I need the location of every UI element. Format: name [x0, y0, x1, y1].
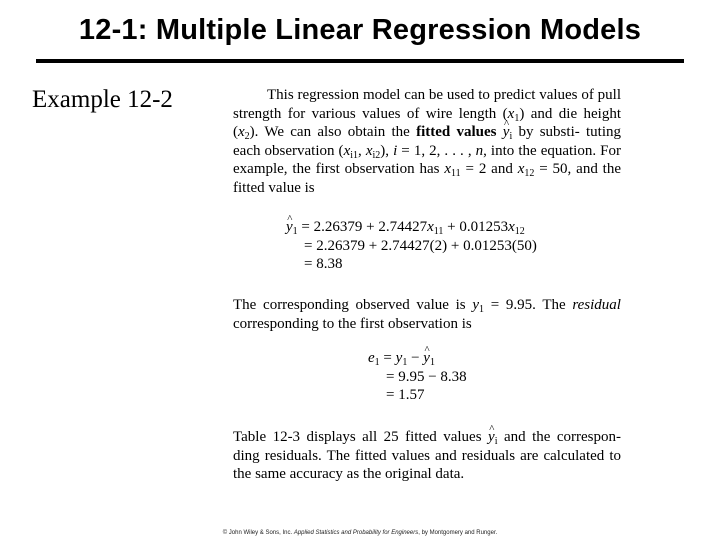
footer-text: © John Wiley & Sons, Inc.: [222, 530, 294, 536]
subscript: 2: [244, 131, 250, 142]
table-ref-text: Table 12-3 displays all 25 fitted values: [233, 429, 489, 445]
subscript: i1: [350, 149, 359, 161]
equation-line-1: [368, 349, 467, 368]
table-ref-text: and the correspon-: [497, 429, 621, 445]
residual-text: = 9.95. The: [484, 297, 573, 313]
var-y-hat: ^ y: [423, 349, 430, 368]
table-ref-line-2: ding residuals. The fitted values and residuals are calculated to: [233, 447, 621, 464]
equation-text: + 0.01253: [443, 219, 509, 235]
table-ref-line-3: the same accuracy as the original data.: [233, 466, 465, 482]
intro-text: , into the: [483, 142, 537, 159]
var-x: x: [365, 142, 373, 159]
subscript: 12: [524, 168, 535, 179]
footer-text: , by Montgomery and Runger.: [418, 530, 498, 536]
residual-text: The corresponding observed value is: [233, 297, 473, 313]
example-label: Example 12-2: [32, 86, 173, 113]
paragraph-table-ref: [233, 428, 621, 484]
intro-text: tuting each observation (: [233, 124, 622, 159]
subscript: 11: [433, 226, 444, 237]
equation-line-3: = 8.38: [304, 256, 343, 272]
var-y: y: [472, 297, 479, 313]
var-x: x: [508, 219, 515, 235]
subscript: i: [509, 131, 513, 142]
var-x: x: [507, 105, 515, 122]
var-x: x: [517, 161, 525, 177]
intro-text: pull strength for various values of wire length (: [233, 87, 622, 122]
intro-text: equation. For example, the first observation has: [233, 142, 621, 177]
paragraph-intro: [233, 86, 621, 197]
subscript: i2: [372, 149, 381, 161]
fitted-values-term: fitted values: [416, 124, 497, 140]
intro-text: = 2 and: [460, 161, 513, 177]
equation-text: = 2.26379 + 2.74427: [297, 219, 428, 235]
subscript: 1: [292, 226, 298, 237]
var-y-hat: ^ y: [503, 123, 510, 142]
var-i: i: [393, 142, 398, 159]
subscript: 1: [429, 357, 435, 368]
subscript: 1: [514, 112, 520, 124]
intro-text: = 50, and the fitted value is: [233, 161, 622, 196]
intro-text: ,: [358, 142, 366, 159]
subscript: 11: [451, 168, 461, 179]
slide-title: 12-1: Multiple Linear Regression Models: [78, 14, 642, 46]
copyright-footer: [0, 530, 720, 536]
var-x: x: [343, 142, 351, 159]
subscript: 1: [374, 357, 380, 368]
fitted-value-equation: [286, 218, 537, 274]
residual-term: residual: [572, 297, 621, 313]
intro-line-1: This regression model can be used to predict values of: [267, 87, 594, 103]
intro-text: height (: [233, 105, 621, 140]
var-x: x: [444, 161, 451, 177]
book-title: Applied Statistics and Probability for Engineers: [293, 530, 419, 536]
title-underline: [36, 59, 684, 63]
paragraph-residual: [233, 296, 621, 333]
equation-line-2: = 2.26379 + 2.74427(2) + 0.01253(50): [304, 237, 537, 254]
var-x: x: [238, 124, 245, 140]
subscript: i: [494, 436, 498, 447]
intro-text: = 1, 2, . . . ,: [397, 142, 476, 159]
equation-line-1: [286, 218, 537, 237]
equation-text: −: [407, 350, 424, 366]
var-e: e: [368, 350, 375, 366]
residual-equation: [368, 349, 467, 405]
var-x: x: [427, 219, 434, 235]
subscript: 12: [514, 226, 525, 237]
intro-text: ). We can also obtain the: [249, 124, 417, 140]
var-y: y: [395, 350, 403, 366]
intro-text: by substi-: [512, 124, 580, 140]
intro-text: ) and die: [519, 105, 578, 122]
intro-text: ),: [380, 142, 394, 159]
equation-line-3: = 1.57: [386, 387, 425, 403]
var-n: n: [475, 142, 484, 159]
subscript: 1: [479, 304, 484, 315]
var-y-hat: ^ y: [286, 218, 293, 237]
var-y-hat: ^ y: [488, 428, 495, 447]
residual-line-2: corresponding to the first observation is: [233, 315, 472, 332]
equation-line-2: = 9.95 − 8.38: [386, 368, 467, 385]
subscript: 1: [402, 357, 408, 368]
equation-text: =: [379, 350, 396, 366]
